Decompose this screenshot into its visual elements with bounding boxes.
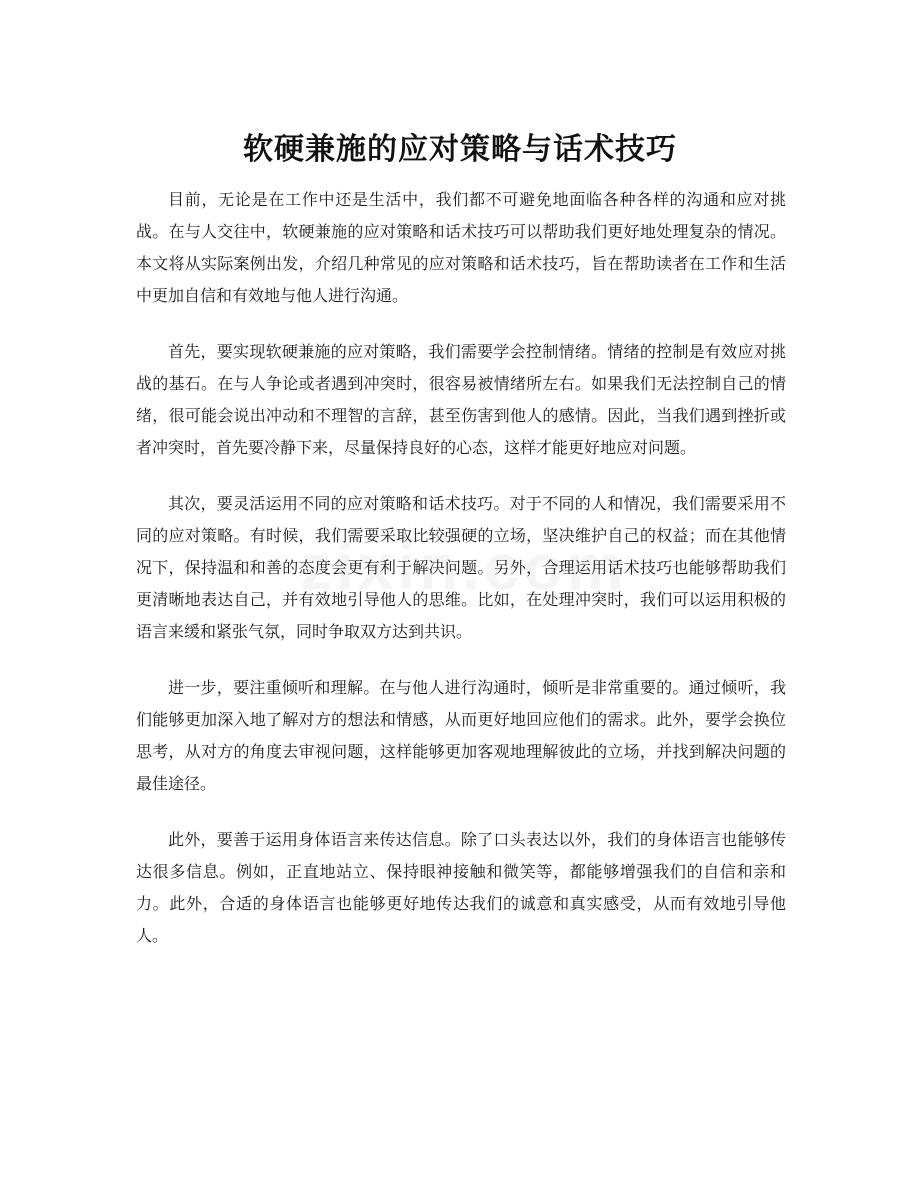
paragraph-3: 其次，要灵活运用不同的应对策略和话术技巧。对于不同的人和情况，我们需要采用不同的应对策略。有时候，我们需要采取比较强硬的立场，坚决维护自己的权益；而在其他情况下，保持温和和善的态度会更有利于解决问题。另外，合理运用话术技巧也能够帮助我们更清晰地表达自己，并有效地引导他人的思维。比如，在处理冲突时，我们可以运用积极的语言来缓和紧张气氛，同时争取双方达到共识。: [136, 494, 786, 641]
paragraph-4: 进一步，要注重倾听和理解。在与他人进行沟通时，倾听是非常重要的。通过倾听，我们能够更加深入地了解对方的想法和情感，从而更好地回应他们的需求。此外，要学会换位思考，从对方的角度去审视问题，这样能够更加客观地理解彼此的立场，并找到解决问题的最佳途径。: [136, 678, 786, 793]
document-title: 软硬兼施的应对策略与话术技巧: [243, 132, 677, 168]
paragraph-2: 首先，要实现软硬兼施的应对策略，我们需要学会控制情绪。情绪的控制是有效应对挑战的基石。在与人争论或者遇到冲突时，很容易被情绪所左右。如果我们无法控制自己的情绪，很可能会说出冲动和不理智的言辞，甚至伤害到他人的感情。因此，当我们遇到挫折或者冲突时，首先要冷静下来，尽量保持良好的心态，这样才能更好地应对问题。: [136, 342, 786, 457]
paragraph-1: 目前，无论是在工作中还是生活中，我们都不可避免地面临各种各样的沟通和应对挑战。在与人交往中，软硬兼施的应对策略和话术技巧可以帮助我们更好地处理复杂的情况。本文将从实际案例出发，介绍几种常见的应对策略和话术技巧，旨在帮助读者在工作和生活中更加自信和有效地与他人进行沟通。: [136, 190, 786, 305]
document-body: [136, 184, 786, 976]
paragraph-5: 此外，要善于运用身体语言来传达信息。除了口头表达以外，我们的身体语言也能够传达很多信息。例如，正直地站立、保持眼神接触和微笑等，都能够增强我们的自信和亲和力。此外，合适的身体语言也能够更好地传达我们的诚意和真实感受，从而有效地引导他人。: [136, 830, 786, 945]
